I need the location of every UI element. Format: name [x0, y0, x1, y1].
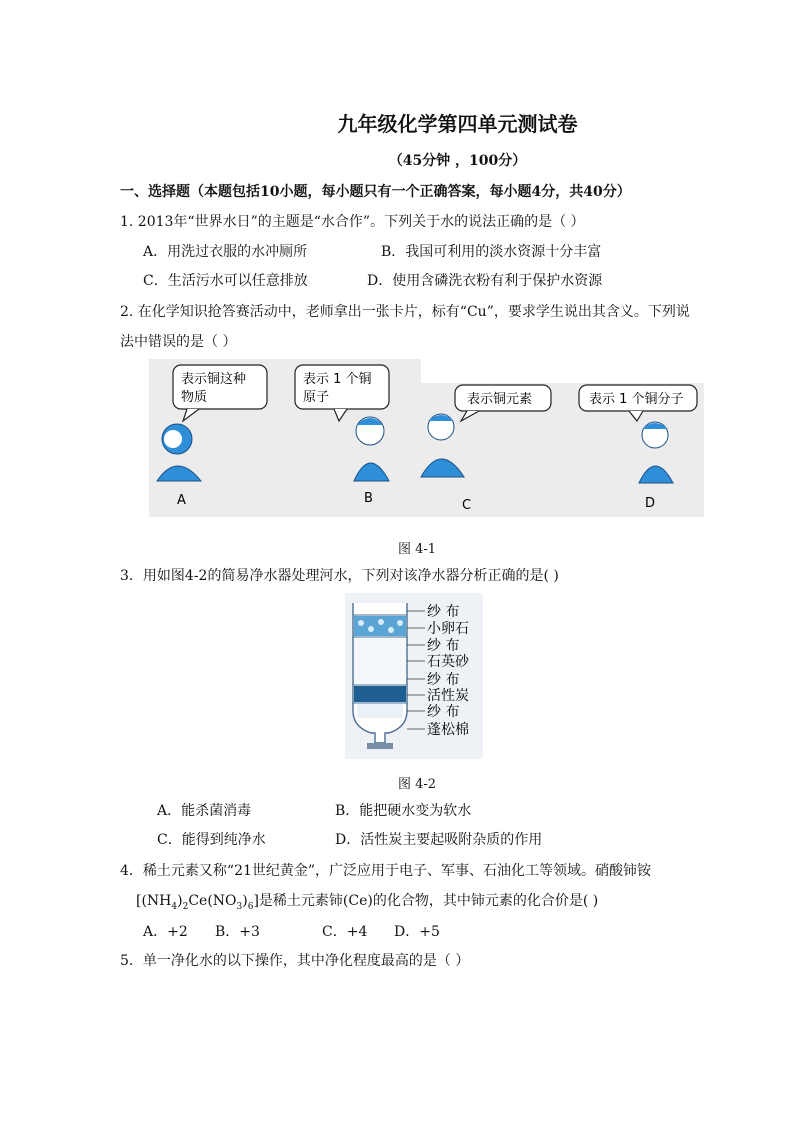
- layer-quartz-sand: [354, 638, 406, 684]
- bubble-a-line1: 表示铜这种: [181, 372, 247, 387]
- section-heading: 一、选择题（本题包括10小题，每小题只有一个正确答案，每小题4分，共40分）: [120, 184, 631, 200]
- figure-4-1: [149, 359, 704, 517]
- figure-label-a: A: [177, 493, 186, 508]
- formula-part-e: ]是稀土元素铈(Ce)的化合物，其中铈元素的化合价是( ): [253, 893, 599, 909]
- figure-label-d: D: [645, 496, 656, 511]
- page-subtitle: （45分钟 ，100分）: [388, 153, 527, 169]
- formula-part-c: Ce(NO: [188, 893, 237, 909]
- q5-stem: 5．单一净化水的以下操作，其中净化程度最高的是（ ）: [120, 953, 470, 969]
- q3-option-b: B．能把硬水变为软水: [335, 803, 472, 819]
- bubble-a-line2: 物质: [181, 390, 208, 405]
- formula-sub-2: 2: [182, 901, 189, 912]
- layer-label-7: 纱 布: [427, 704, 460, 720]
- figure-4-2-caption: 图 4-2: [398, 777, 437, 792]
- formula-part-a: [(NH: [136, 893, 172, 909]
- q3-stem: 3．用如图4-2的简易净水器处理河水，下列对该净水器分析正确的是( ): [120, 568, 559, 584]
- q1-option-d: D．使用含磷洗衣粉有利于保护水资源: [367, 273, 603, 289]
- layer-label-8: 蓬松棉: [427, 722, 469, 738]
- q2-stem-line1: 2. 在化学知识抢答赛活动中，老师拿出一张卡片，标有“Cu”，要求学生说出其含义。下列说: [120, 304, 690, 320]
- q1-option-a: A．用洗过衣服的水冲厕所: [143, 244, 308, 260]
- formula-sub-no3: 3: [236, 901, 243, 912]
- formula-sub-6: 6: [247, 901, 254, 912]
- figure-label-b: B: [364, 491, 373, 506]
- q4-option-d: D．+5: [394, 924, 440, 940]
- q4-option-b: B．+3: [215, 924, 260, 940]
- q1-stem: 1. 2013年“世界水日”的主题是“水合作”。下列关于水的说法正确的是（ ）: [120, 214, 585, 230]
- layer-activated-carbon: [354, 686, 406, 702]
- q3-option-a: A．能杀菌消毒: [157, 803, 252, 819]
- formula-part-b: ): [177, 893, 183, 909]
- figure-label-c: C: [462, 498, 472, 513]
- filter-outlet: [367, 743, 393, 749]
- q3-option-d: D．活性炭主要起吸附杂质的作用: [335, 832, 543, 848]
- bubble-c-text: 表示铜元素: [467, 392, 533, 407]
- formula-part-d: ): [242, 893, 248, 909]
- layer-label-5: 纱 布: [427, 672, 460, 688]
- layer-label-3: 纱 布: [427, 638, 460, 654]
- formula-sub-nh4: 4: [171, 901, 178, 912]
- q4-option-c: C．+4: [322, 924, 368, 940]
- q4-option-a: A．+2: [143, 924, 188, 940]
- bubble-b-line2: 原子: [303, 390, 330, 405]
- q4-stem-line1: 4．稀土元素又称“21世纪黄金”，广泛应用于电子、军事、石油化工等领域。硝酸铈铵: [120, 863, 652, 879]
- q1-option-b: B．我国可利用的淡水资源十分丰富: [381, 244, 602, 260]
- q1-option-c: C．生活污水可以任意排放: [143, 273, 308, 289]
- layer-label-2: 小卵石: [427, 621, 469, 637]
- page-title: 九年级化学第四单元测试卷: [337, 112, 578, 136]
- q2-stem-line2: 法中错误的是（ ）: [120, 334, 237, 350]
- layer-pebbles: [354, 616, 406, 636]
- q4-stem-line2: [136, 891, 598, 917]
- layer-cotton: [357, 704, 403, 718]
- bubble-b-line1: 表示 1 个铜: [303, 372, 372, 387]
- figure-4-1-cutout: [421, 359, 704, 383]
- layer-label-6: 活性炭: [427, 688, 469, 704]
- layer-label-4: 石英砂: [427, 654, 469, 670]
- q3-option-c: C．能得到纯净水: [157, 832, 266, 848]
- figure-4-1-caption: 图 4-1: [398, 542, 437, 557]
- bubble-d-text: 表示 1 个铜分子: [589, 392, 684, 407]
- figure-4-2: [345, 593, 483, 759]
- layer-label-1: 纱 布: [427, 604, 460, 620]
